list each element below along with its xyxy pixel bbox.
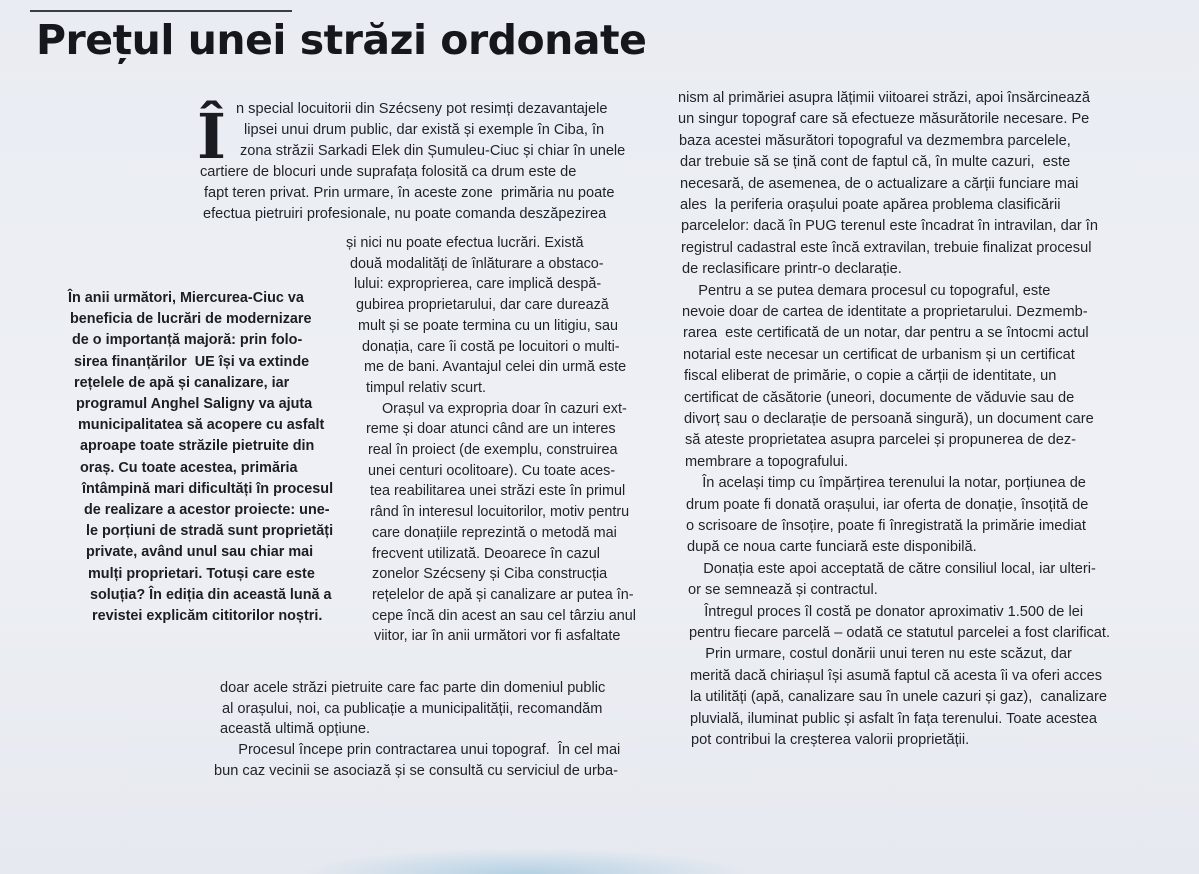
col2-line: reme și doar atunci când are un interes: [366, 421, 616, 438]
col3-line: o scrisoare de însoțire, poate fi înregistrată la primărie imediat: [686, 518, 1086, 534]
col3-line: În același timp cu împărțirea terenului la notar, porțiunea de: [686, 475, 1086, 492]
col3-line: registrul cadastral este încă extravilan, trebuie finalizat procesul: [681, 239, 1092, 256]
col3-line: fiscal eliberat de primărie, o copie a cărții de identitate, un: [684, 368, 1057, 385]
col2-line: timpul relativ scurt.: [366, 379, 486, 396]
col3-line: drum poate fi donată orașului, iar oferta de donație, însoțită de: [686, 496, 1089, 513]
sidebar-line: întâmpină mari dificultăți în procesul: [82, 480, 334, 497]
col2-line: zonelor Szécseny și Ciba construcția: [372, 566, 608, 583]
article-title: Prețul unei străzi ordonate: [36, 16, 647, 64]
col2-line: rețelelor de apă și canalizare ar putea în-: [372, 586, 634, 603]
sidebar-line: de realizare a acestor proiecte: une-: [84, 502, 330, 518]
col3-line: după ce noua carte funciară este disponibilă.: [687, 539, 977, 556]
col3-line: de reclasificare printr-o declarație.: [682, 261, 902, 278]
drop-cap: Î: [197, 100, 227, 173]
col3-line: să ateste proprietatea asupra parcelei și propunerea de dez-: [685, 432, 1077, 449]
col3-line: Pentru a se putea demara procesul cu topograful, este: [682, 282, 1051, 299]
sidebar-line: beneficia de lucrări de modernizare: [70, 311, 312, 328]
col3-line: nism al primăriei asupra lățimii viitoarei străzi, apoi însărcinează: [678, 90, 1091, 106]
col3-line: pluvială, iluminat public și asfalt în fața terenului. Toate acestea: [690, 710, 1097, 727]
sidebar-line: rețelele de apă și canalizare, iar: [74, 374, 290, 391]
footer-decoration: [300, 848, 750, 874]
sidebar-line: sirea finanțărilor UE își va extinde: [74, 353, 310, 370]
intro-line: efectua pietruiri profesionale, nu poate comanda deszăpezirea: [203, 206, 607, 222]
col2-line: două modalități de înlăturare a obstaco-: [350, 255, 604, 272]
col3-line: rarea este certificată de un notar, dar pentru a se întocmi actul: [683, 325, 1089, 342]
col2-line: rând în interesul locuitorilor, motiv pentru: [370, 504, 630, 521]
sidebar-line: revistei explicăm cititorilor noștri.: [92, 608, 323, 624]
sidebar-line: În anii următori, Miercurea-Ciuc va: [68, 290, 304, 306]
col2-line: mult și se poate termina cu un litigiu, sau: [358, 317, 618, 334]
col3-line: Donația este apoi acceptată de către consiliul local, iar ulteri-: [687, 560, 1096, 577]
intro-line: cartiere de blocuri unde suprafața folosită ca drum este de: [200, 164, 577, 180]
col3-line: parcelelor: dacă în PUG terenul este încadrat în intravilan, dar în: [681, 218, 1098, 235]
sidebar-line: aproape toate străzile pietruite din: [80, 438, 315, 455]
intro-line: fapt teren privat. Prin urmare, în aceste zone primăria nu poate: [204, 185, 615, 201]
sidebar-line: soluția? În ediția din această lună a: [90, 586, 332, 603]
col3-line: Întregul proces îl costă pe donator aproximativ 1.500 de lei: [688, 603, 1084, 620]
sidebar-line: oraș. Cu toate acestea, primăria: [80, 459, 298, 476]
intro-line: n special locuitorii din Szécseny pot resimți dezavantajele: [236, 101, 608, 117]
col3-line: pentru fiecare parcelă – odată ce statutul parcelei a fost clarificat.: [689, 625, 1111, 641]
bottom-line: al orașului, noi, ca publicație a municipalității, recomandăm: [222, 700, 603, 717]
col3-line: necesară, de asemenea, de o actualizare a cărții funciare mai: [680, 175, 1079, 192]
sidebar-line: mulți proprietari. Totuși care este: [88, 565, 315, 582]
col2-line: real în proiect (de exemplu, construirea: [368, 442, 618, 458]
col3-line: merită dacă chiriașul își asumă faptul că acesta îi va oferi acces: [690, 667, 1103, 684]
col3-line: ales la periferia orașului poate apărea problema clasificării: [680, 197, 1061, 213]
col2-line: viitor, iar în anii următori vor fi asfaltate: [374, 628, 621, 645]
col2-line: frecvent utilizată. Deoarece în cazul: [372, 545, 600, 562]
sidebar-line: private, având unul sau chiar mai: [86, 544, 314, 561]
col3-line: certificat de căsătorie (uneori, documente de văduvie sau de: [684, 389, 1075, 406]
col3-line: divorț sau o declarație de persoană singură), un document care: [684, 411, 1094, 427]
col3-line: or se semnează și contractul.: [688, 582, 878, 599]
top-rule: [30, 10, 292, 12]
col3-line: baza acestei măsurători topograful va dezmembra parcelele,: [679, 132, 1071, 149]
bottom-line: doar acele străzi pietruite care fac parte din domeniul public: [220, 680, 606, 696]
bottom-line: această ultimă opțiune.: [220, 721, 371, 738]
col2-line: cepe încă din acest an sau cel târziu anul: [372, 607, 636, 624]
col3-line: un singur topograf care să efectueze măsurătorile necesare. Pe: [678, 111, 1090, 128]
col3-line: notarial este necesar un certificat de urbanism și un certificat: [683, 346, 1075, 363]
sidebar-line: le porțiuni de stradă sunt proprietăți: [86, 523, 334, 540]
col2-line: și nici nu poate efectua lucrări. Există: [346, 235, 584, 251]
col3-line: Prin urmare, costul donării unui teren nu este scăzut, dar: [689, 646, 1072, 663]
col2-line: me de bani. Avantajul celei din urmă este: [364, 359, 627, 376]
intro-line: zona străzii Sarkadi Elek din Șumuleu-Ciuc și chiar în unele: [240, 143, 626, 159]
col2-line: care donațiile reprezintă o metodă mai: [372, 524, 617, 541]
col2-line: unei centuri ocolitoare). Cu toate aces-: [368, 462, 616, 479]
sidebar-line: municipalitatea să acopere cu asfalt: [78, 417, 325, 434]
col2-line: gubirea proprietarului, dar care durează: [356, 297, 609, 314]
intro-line: lipsei unui drum public, dar există și exemple în Ciba, în: [244, 122, 605, 138]
bottom-line: Procesul începe prin contractarea unui topograf. În cel mai: [222, 742, 621, 759]
col2-line: Orașul va expropria doar în cazuri ext-: [366, 400, 627, 417]
col2-line: lului: exproprierea, care implică despă-: [354, 276, 602, 293]
sidebar-line: de o importanță majoră: prin folo-: [72, 332, 303, 349]
col2-line: donația, care îi costă pe locuitori o multi-: [362, 338, 620, 355]
col2-line: tea reabilitarea unei străzi este în primul: [370, 483, 626, 500]
sidebar-line: programul Anghel Saligny va ajuta: [76, 396, 313, 412]
col3-line: la utilități (apă, canalizare sau în unele cazuri și gaz), canalizare: [690, 689, 1107, 706]
bottom-line: bun caz vecinii se asociază și se consultă cu serviciul de urba-: [214, 762, 618, 779]
col3-line: nevoie doar de cartea de identitate a proprietarului. Dezmemb-: [682, 304, 1088, 320]
col3-line: membrare a topografului.: [685, 453, 849, 470]
col3-line: dar trebuie să se țină cont de faptul că, în multe cazuri, este: [680, 154, 1071, 171]
col3-line: pot contribui la creșterea valorii proprietății.: [691, 732, 970, 748]
